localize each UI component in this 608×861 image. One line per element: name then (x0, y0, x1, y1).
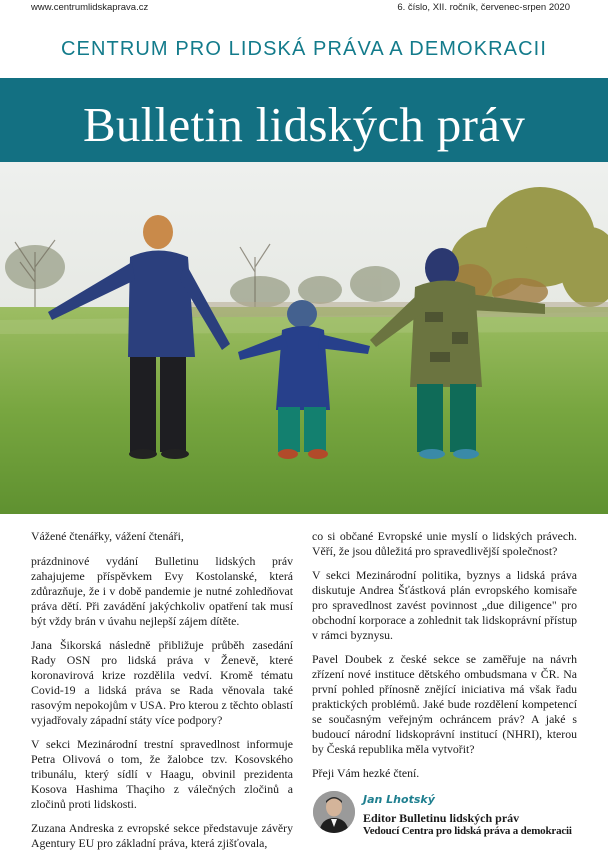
paragraph: V sekci Mezinárodní politika, byznys a lidská práva diskutuje Andrea Šťástková plán evropského komisaře pro spravedlnost zavést povinnost „due diligence" pro obchodní korporace a zohlednit tak lidskoprávní přístup v rámci byznysu. (312, 568, 577, 642)
right-text-column (312, 529, 577, 790)
website-url[interactable]: www.centrumlidskaprava.cz (31, 2, 149, 13)
bulletin-title: Bulletin lidských práv (82, 97, 526, 152)
paragraph: Jana Šikorská následně přibližuje průběh zasedání Rady OSN pro lidská práva v Ženevě, které koronavirová krize rozdělila vedví. Kromě tématu Covid-19 a lidská práva se Rada věnovala také rasovým nepokojům v USA. Pro kterou z těchto oblastí vyjadřovaly západní státy více podpory? (31, 638, 293, 727)
left-text-column (31, 529, 293, 860)
paragraph: co si občané Evropské unie myslí o lidských právech. Věří, že jsou důležitá pro spravedlivější společnost? (312, 529, 577, 558)
organization-name: CENTRUM PRO LIDSKÁ PRÁVA A DEMOKRACII (61, 38, 547, 60)
editor-position: Vedoucí Centra pro lidská práva a demokracii (363, 825, 572, 837)
editor-signature (313, 789, 583, 849)
editor-role: Editor Bulletinu lidských práv (363, 811, 520, 825)
greeting: Vážené čtenářky, vážení čtenáři, (31, 529, 184, 543)
paragraph: Zuzana Andreska z evropské sekce představuje závěry Agentury EU pro základní práva, která zjišťovala, (31, 821, 293, 850)
avatar (313, 791, 355, 833)
top-header (0, 0, 608, 16)
paragraph: Pavel Doubek z české sekce se zaměřuje na návrh zřízení nové instituce dětského ombudsmana v ČR. Na první pohled přínosně znějící iniciativa má však řadu praktických problémů. Jaké bude rozdělení kompetencí se současným veřejným ochráncem práv? A jaké s budoucí národní lidskoprávní institucí (NHRI), kterou by Česká republika měla vytvořit? (312, 652, 577, 756)
closing-line: Přeji Vám hezké čtení. (312, 766, 420, 780)
paragraph: prázdninové vydání Bulletinu lidských práv zahajujeme příspěvkem Evy Kostolanské, která zdůrazňuje, že i v době pandemie je nutné zohledňovat práva dětí. Při zavádění jakýchkoliv opatření tak musí být vždy brán v úvahu nejlepší zájem dítěte. (31, 554, 293, 628)
paragraph: V sekci Mezinárodní trestní spravedlnost informuje Petra Olivová o tom, že žalobce tzv. Kosovského tribunálu, který sídlí v Haagu, obvinil prezidenta Kosova Hashima Thaçiho z válečných zločinů a zločinů proti lidskosti. (31, 737, 293, 811)
editor-name: Jan Lhotský (363, 793, 435, 806)
cover-photo-children-holding-hands (0, 162, 608, 514)
issue-info: 6. číslo, XII. ročník, červenec-srpen 2020 (397, 2, 570, 13)
